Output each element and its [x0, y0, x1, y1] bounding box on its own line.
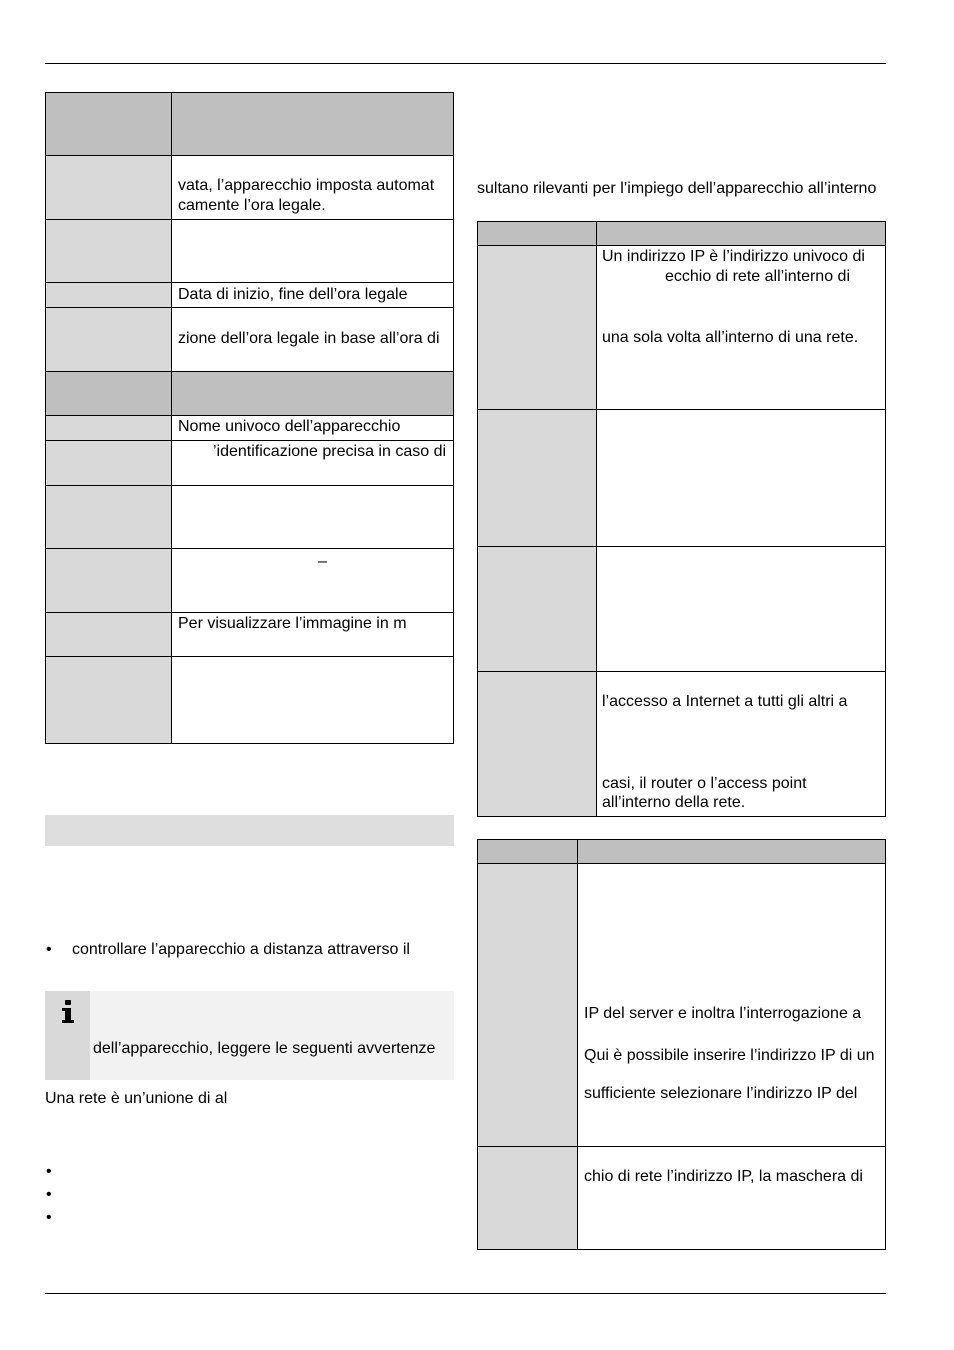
- description-line: Per visualizzare l’immagine in m: [178, 615, 407, 632]
- row-label-cell: [46, 486, 172, 549]
- info-note-box: [45, 991, 454, 1080]
- row-description-cell: [172, 156, 454, 220]
- row-description-cell: [597, 672, 886, 817]
- row-description-cell: [172, 416, 454, 441]
- network-paragraph: Una rete è un’unione di al: [45, 1090, 228, 1107]
- row-description-cell: [172, 441, 454, 486]
- table-header-row: [478, 222, 886, 246]
- row-description-cell: [597, 410, 886, 547]
- description-line: camente l’ora legale.: [178, 197, 326, 214]
- row-description-cell: [172, 283, 454, 308]
- table-row: [46, 441, 454, 486]
- bullet-icon: [46, 940, 56, 960]
- table-row: [46, 416, 454, 441]
- header-rule: [45, 63, 886, 64]
- description-line: l’accesso a Internet a tutti gli altri a: [602, 693, 848, 710]
- settings-table: [45, 92, 454, 744]
- table-header-cell: [578, 840, 886, 864]
- description-line: Data di inizio, fine dell’ora legale: [178, 286, 408, 303]
- footer-rule: [45, 1293, 886, 1294]
- table-row: [46, 486, 454, 549]
- row-description-cell: [172, 486, 454, 549]
- row-description-cell: [172, 549, 454, 613]
- row-description-cell: [172, 657, 454, 744]
- row-label-cell: [478, 246, 597, 410]
- description-line: casi, il router o l’access point: [602, 775, 807, 792]
- description-line: –: [318, 553, 327, 570]
- row-label-cell: [478, 410, 597, 547]
- description-line: vata, l’apparecchio imposta automat: [178, 177, 435, 194]
- row-description-cell: [597, 246, 886, 410]
- row-label-cell: [46, 416, 172, 441]
- table-row: [478, 864, 886, 1147]
- description-line: una sola volta all’interno di una rete.: [602, 329, 859, 346]
- table-header-row: [478, 840, 886, 864]
- table-row: [478, 246, 886, 410]
- table-header-cell: [172, 93, 454, 156]
- bullet-icon: [46, 1208, 56, 1228]
- description-line: all’interno della rete.: [602, 794, 746, 811]
- row-label-cell: [46, 441, 172, 486]
- section-heading-bar: [45, 815, 454, 846]
- bullet-icon: [46, 1162, 56, 1182]
- table-row: [478, 410, 886, 547]
- description-line: Nome univoco dell’apparecchio: [178, 418, 401, 435]
- bullet-icon: [46, 1185, 56, 1205]
- table-row: [46, 613, 454, 657]
- info-note-strip: [45, 991, 90, 1080]
- table-row: [46, 220, 454, 283]
- table-row: [46, 283, 454, 308]
- description-line: Un indirizzo IP è l’indirizzo univoco di: [602, 248, 865, 265]
- table-section-row: [46, 372, 454, 416]
- row-label-cell: [46, 613, 172, 657]
- bullet-item-text: controllare l’apparecchio a distanza attraverso il: [72, 941, 410, 958]
- row-description-cell: [172, 308, 454, 372]
- info-note-text: dell’apparecchio, leggere le seguenti avvertenze: [93, 1040, 436, 1057]
- row-label-cell: [46, 657, 172, 744]
- description-line: ’identificazione precisa in caso di: [213, 443, 447, 460]
- table-header-cell: [597, 222, 886, 246]
- description-line: Qui è possibile inserire l’indirizzo IP di un: [584, 1047, 875, 1064]
- table-row: [46, 308, 454, 372]
- server-settings-table: [477, 839, 886, 1250]
- row-label-cell: [46, 308, 172, 372]
- description-line: zione dell’ora legale in base all’ora di: [178, 330, 440, 347]
- row-label-cell: [46, 283, 172, 308]
- table-header-cell: [478, 222, 597, 246]
- row-label-cell: [478, 1147, 578, 1250]
- table-row: [478, 1147, 886, 1250]
- description-line: IP del server e inoltra l’interrogazione a: [584, 1005, 862, 1022]
- table-header-cell: [478, 840, 578, 864]
- table-header-row: [46, 93, 454, 156]
- row-description-cell: [172, 220, 454, 283]
- row-label-cell: [46, 156, 172, 220]
- description-line: sufficiente selezionare l’indirizzo IP del: [584, 1085, 858, 1102]
- row-description-cell: [597, 547, 886, 672]
- table-row: [478, 672, 886, 817]
- table-row: [478, 547, 886, 672]
- intro-text: sultano rilevanti per l’impiego dell’apparecchio all’interno: [477, 180, 877, 197]
- row-description-cell: [578, 1147, 886, 1250]
- section-header-cell: [172, 372, 454, 416]
- row-label-cell: [478, 864, 578, 1147]
- description-line: ecchio di rete all’interno di: [665, 268, 850, 285]
- row-description-cell: [578, 864, 886, 1147]
- table-header-cell: [46, 93, 172, 156]
- row-description-cell: [172, 613, 454, 657]
- network-settings-table: [477, 221, 886, 817]
- section-header-cell: [46, 372, 172, 416]
- table-row: [46, 549, 454, 613]
- row-label-cell: [478, 547, 597, 672]
- description-line: chio di rete l’indirizzo IP, la maschera di: [584, 1168, 863, 1185]
- info-icon: [61, 1000, 75, 1024]
- table-row: [46, 156, 454, 220]
- table-row: [46, 657, 454, 744]
- row-label-cell: [46, 549, 172, 613]
- row-label-cell: [46, 220, 172, 283]
- row-label-cell: [478, 672, 597, 817]
